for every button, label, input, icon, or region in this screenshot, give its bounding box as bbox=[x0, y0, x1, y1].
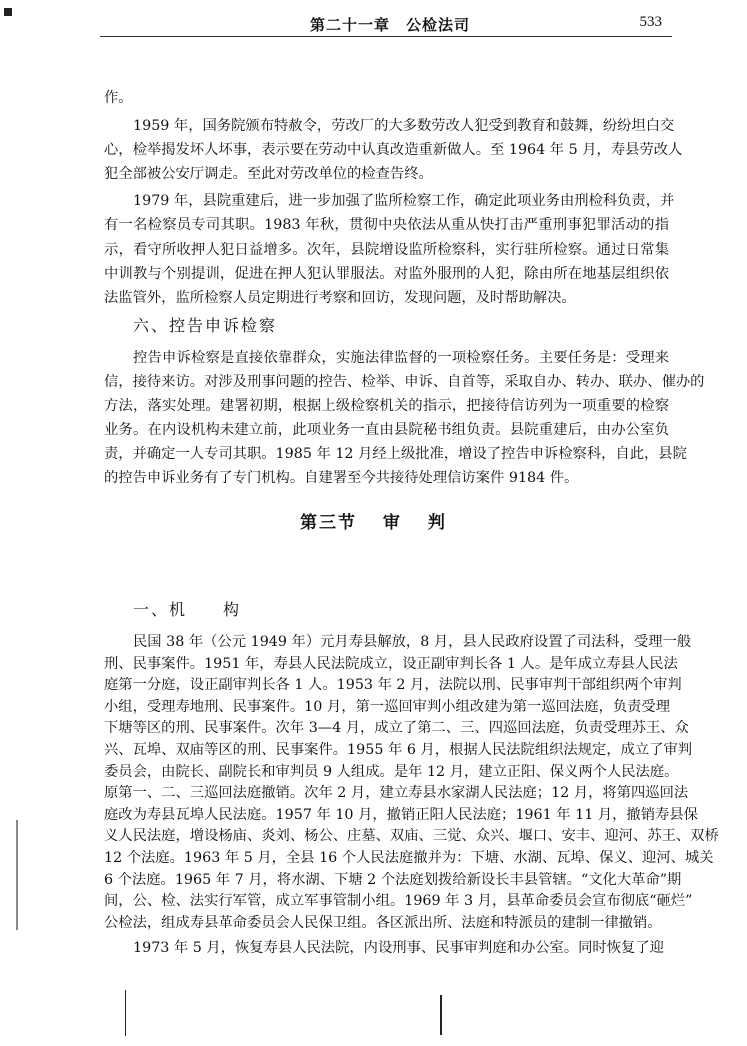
text-line: 中训教与个别提训，促进在押人犯认罪服法。对监外服刑的人犯，除由所在地基层组织依 bbox=[104, 265, 669, 282]
running-header bbox=[100, 12, 672, 37]
text-line: 义人民法庭，增设杨庙、炎刘、杨公、庄墓、双庙、三觉、众兴、堰口、安丰、迎河、苏王、双桥 bbox=[104, 828, 719, 845]
chapter-title: 第二十一章 公检法司 bbox=[310, 16, 471, 34]
text-line: 兴、瓦埠、双庙等区的刑、民事案件。1955 年 6 月，根据人民法院组织法规定，成立了审判 bbox=[104, 742, 693, 758]
text-line: 示，看守所收押人犯日益增多。次年，县院增设监所检察科，实行驻所检察。通过日常集 bbox=[104, 241, 669, 258]
subsection-heading: 一、机 构 bbox=[133, 600, 242, 619]
text-line: 庭改为寿县瓦埠人民法庭。1957 年 10 月，撤销正阳人民法庭；1961 年 11 月，撤销寿县保 bbox=[104, 806, 698, 823]
text-line: 小组，受理寿地刑、民事案件。10 月，第一巡回审判小组改建为第一巡回法庭，负责受理 bbox=[104, 698, 671, 715]
text-line: 12 个法庭。1963 年 5 月，全县 16 个人民法庭撤并为：下塘、水湖、瓦埠、保义、迎河、城关 bbox=[104, 850, 714, 866]
text-line: 公检法，组成寿县革命委员会人民保卫组。各区派出所、法庭和特派员的建制一律撤销。 bbox=[104, 914, 662, 931]
page-number: 533 bbox=[639, 14, 662, 30]
text-line: 1959 年，国务院颁布特赦令，劳改厂的大多数劳改人犯受到教育和鼓舞，纷纷坦白交 bbox=[133, 118, 675, 134]
text-line: 犯全部被公安厅调走。至此对劳改单位的检查告终。 bbox=[104, 166, 433, 182]
scan-margin-artifact bbox=[16, 820, 18, 930]
subsection-heading: 六、控告申诉检察 bbox=[133, 316, 278, 335]
scan-mark bbox=[4, 8, 12, 16]
text-line: 心，检举揭发坏人坏事，表示要在劳动中认真改造重新做人。至 1964 年 5 月，寿县劳改人 bbox=[104, 142, 683, 158]
text-line: 6 个法庭。1965 年 7 月，将水湖、下塘 2 个法庭划拨给新设长丰县管辖。“文化大革命”期 bbox=[104, 871, 682, 888]
text-line: 控告申诉检察是直接依靠群众，实施法律监督的一项检察任务。主要任务是：受理来 bbox=[133, 350, 669, 366]
text-line: 刑、民事案件。1951 年，寿县人民法院成立，设正副审判长各 1 人。是年成立寿县人民法 bbox=[104, 655, 678, 672]
text-line: 业务。在内设机构未建立前，此项业务一直由县院秘书组负责。县院重建后，由办公室负 bbox=[104, 422, 669, 438]
text-line: 委员会，由院长、副院长和审判员 9 人组成。是年 12 月，建立正阳、保义两个人民法庭。 bbox=[104, 763, 679, 780]
text-line: 民国 38 年（公元 1949 年）元月寿县解放，8 月，县人民政府设置了司法科，受理一般 bbox=[133, 634, 692, 650]
text-line: 责，并确定一人专司其职。1985 年 12 月经上级批准，增设了控告申诉检察科，自此，县院 bbox=[104, 446, 687, 462]
text-line: 1979 年，县院重建后，进一步加强了监所检察工作，确定此项业务由刑检科负责，并 bbox=[133, 193, 675, 209]
text-line: 方法，落实处理。建署初期，根据上级检察机关的指示，把接待信访列为一项重要的检察 bbox=[104, 398, 669, 414]
text-line: 法监管外，监所检察人员定期进行考察和回访，发现问题，及时帮助解决。 bbox=[104, 290, 576, 307]
text-line: 的控告申诉业务有了专门机构。自建署至今共接待处理信访案件 9184 件。 bbox=[104, 470, 579, 486]
text-line: 原第一、二、三巡回法庭撤销。次年 2 月，建立寿县水家湖人民法庭；12 月，将第四巡回法 bbox=[104, 785, 689, 802]
text-line: 作。 bbox=[104, 90, 133, 106]
section-title: 第三节 审 判 bbox=[300, 513, 447, 533]
scan-artifact-line bbox=[440, 995, 442, 1035]
text-line: 庭第一分庭，设正副审判长各 1 人。1953 年 2 月，法院以刑、民事审判干部组织两个审判 bbox=[104, 677, 682, 694]
text-line: 下塘等区的刑、民事案件。次年 3—4 月，成立了第二、三、四巡回法庭，负责受理苏王、众 bbox=[104, 720, 689, 737]
text-line: 1973 年 5 月，恢复寿县人民法院，内设刑事、民事审判庭和办公室。同时恢复了迎 bbox=[133, 940, 664, 956]
text-line: 有一名检察员专司其职。1983 年秋，贯彻中央依法从重从快打击严重刑事犯罪活动的指 bbox=[104, 217, 669, 234]
scan-artifact-line bbox=[125, 990, 126, 1036]
text-line: 信，接待来访。对涉及刑事问题的控告、检举、申诉、自首等，采取自办、转办、联办、催办的 bbox=[104, 374, 705, 390]
text-line: 间，公、检、法实行军管，成立军事管制小组。1969 年 3 月，县革命委员会宣布彻底“砸烂” bbox=[104, 893, 693, 910]
